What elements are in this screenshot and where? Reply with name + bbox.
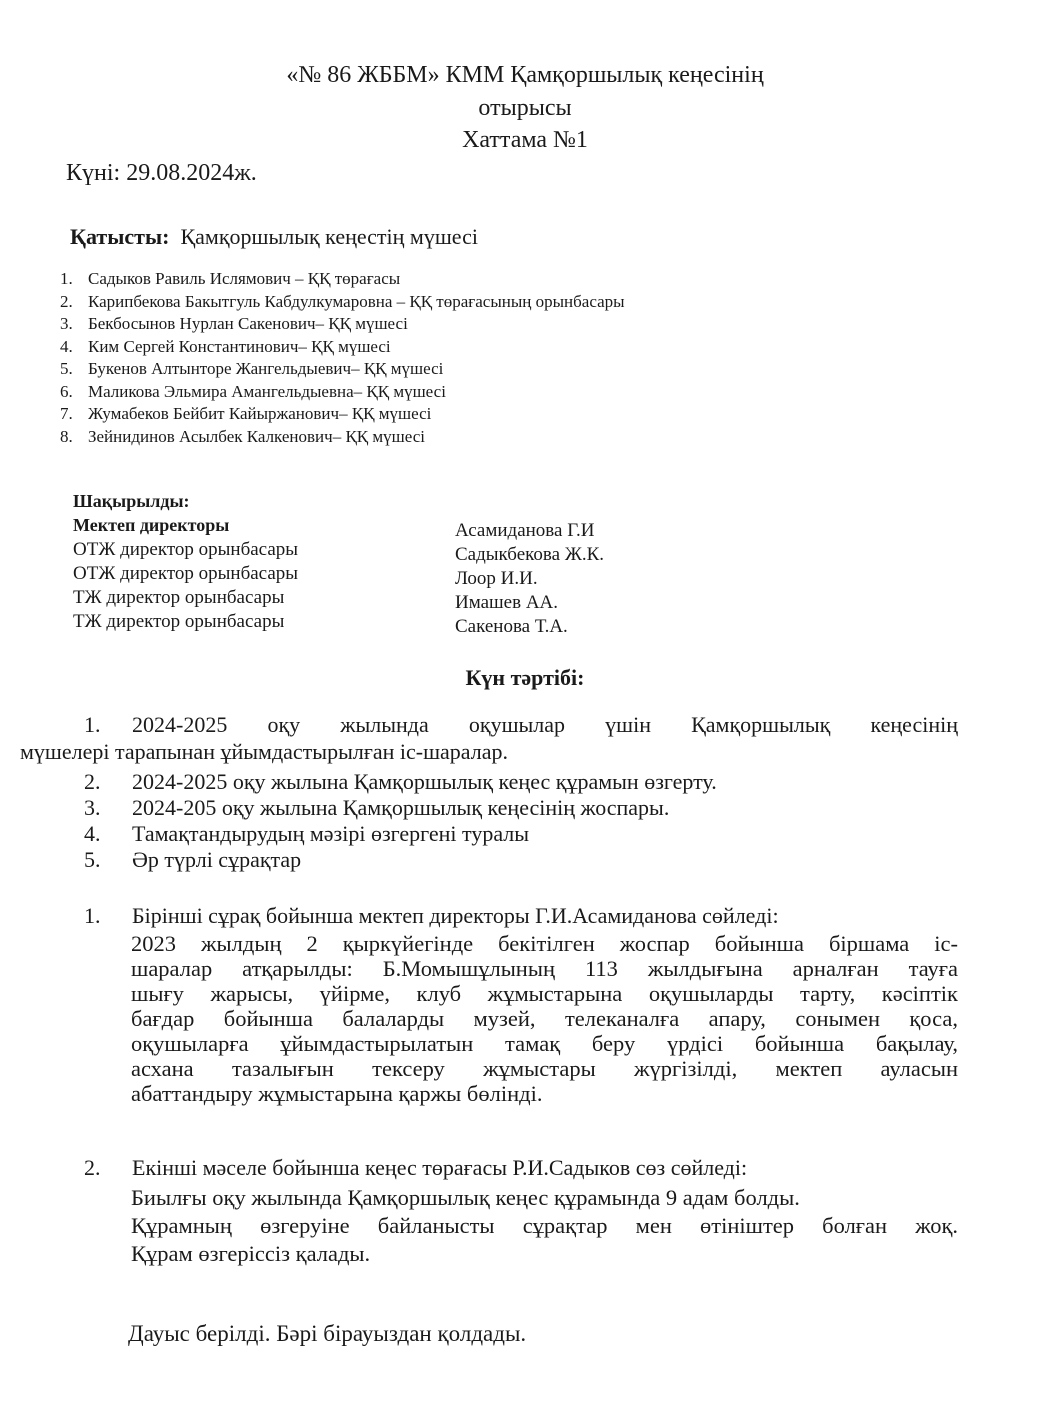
agenda-item xyxy=(84,712,960,738)
member-text: Бекбосынов Нурлан Сакенович– ҚҚ мүшесі xyxy=(88,314,408,333)
member-text: Ким Сергей Константинович– ҚҚ мүшесі xyxy=(88,336,391,356)
member-text: Зейнидинов Асылбек Калкенович– ҚҚ мүшесі xyxy=(88,426,425,446)
invited-role: ОТЖ директор орынбасары xyxy=(73,539,299,560)
member-item xyxy=(60,268,625,291)
member-text: Букенов Алтынторе Жангельдыевич– ҚҚ мүшесі xyxy=(88,359,444,378)
member-item xyxy=(60,426,625,449)
attended-line xyxy=(70,224,478,250)
agenda-text: 2024-2025 оқу жылына Қамқоршылық кеңес құрамын өзгерту. xyxy=(132,769,717,794)
discussion-line: Құрам өзгеріссіз қалады. xyxy=(131,1241,371,1266)
discussion-line: асхана тазалығын тексеру жұмыстары жүргізілді, мектеп ауласын xyxy=(131,1056,958,1081)
member-item xyxy=(60,381,625,404)
agenda-text-line1: 2024-2025 оқу жылында оқушылар үшін Қамқоршылық кеңесінің xyxy=(132,712,958,737)
agenda-title: Күн тәртібі: xyxy=(465,665,585,690)
invited-role: ТЖ директор орынбасары xyxy=(73,611,285,632)
discussion-line: шығу жарысы, үйірме, клуб жұмыстарына оқушыларды тарту, кәсіптік xyxy=(131,981,958,1006)
discussion-number: 1. xyxy=(84,903,101,928)
discussion-body xyxy=(131,931,958,1106)
discussion-intro: Бірінші сұрақ бойынша мектеп директоры Г.И.Асамиданова сөйледі: xyxy=(132,903,779,928)
agenda-text-line2: мүшелері тарапынан ұйымдастырылған іс-шаралар. xyxy=(20,739,508,764)
member-item xyxy=(60,291,625,314)
document-title-line2: отырысы xyxy=(478,95,572,121)
member-number: 2. xyxy=(60,291,73,311)
agenda-item xyxy=(84,795,669,821)
member-text: Карипбекова Бакытгуль Кабдулкумаровна – ҚҚ төрағасының орынбасары xyxy=(88,291,625,311)
discussion-intro: Екінші мәселе бойынша кеңес төрағасы Р.И.Садыков сөз сөйледі: xyxy=(132,1155,748,1180)
member-number: 6. xyxy=(60,381,73,401)
discussion-line: оқушыларға ұйымдастырылатын тамақ беру үрдісі бойынша бақылау, xyxy=(131,1031,958,1056)
attended-label: Қатысты: xyxy=(70,224,170,249)
member-number: 8. xyxy=(60,426,73,446)
member-number: 7. xyxy=(60,404,73,423)
agenda-number: 3. xyxy=(84,795,101,820)
discussion-line: Биылғы оқу жылында Қамқоршылық кеңес құрамында 9 адам болды. xyxy=(131,1185,800,1210)
agenda-text: 2024-205 оқу жылына Қамқоршылық кеңесінің жоспары. xyxy=(132,795,670,820)
attended-text: Қамқоршылық кеңестің мүшесі xyxy=(180,224,478,249)
agenda-item xyxy=(84,821,529,847)
discussion-line: шаралар атқарылды: Б.Момышұлының 113 жылдығына арналған тауға xyxy=(131,956,958,981)
discussion-line: 2023 жылдың 2 қыркүйегінде бекітілген жоспар бойынша біршама іс- xyxy=(131,931,958,956)
invited-role: Мектеп директоры xyxy=(73,515,230,535)
member-text: Садыков Равиль Ислямович – ҚҚ төрағасы xyxy=(88,269,401,288)
invited-name: Лоор И.И. xyxy=(455,568,538,589)
invited-name: Асамиданова Г.И xyxy=(455,520,595,541)
member-number: 3. xyxy=(60,314,73,333)
member-text: Маликова Эльмира Амангельдыевна– ҚҚ мүшесі xyxy=(88,381,446,401)
agenda-number: 4. xyxy=(84,821,101,846)
agenda-text: Әр түрлі сұрақтар xyxy=(132,847,302,872)
members-list xyxy=(60,268,625,448)
protocol-number: Хаттама №1 xyxy=(462,127,588,153)
invited-name: Садыкбекова Ж.К. xyxy=(455,544,605,565)
agenda-item xyxy=(84,769,717,795)
invited-label: Шақырылды: xyxy=(73,491,190,511)
discussion-number: 2. xyxy=(84,1155,101,1180)
discussion-line: абаттандыру жұмыстарына қаржы бөлінді. xyxy=(131,1081,543,1106)
discussion-item xyxy=(84,1155,747,1181)
member-number: 1. xyxy=(60,269,73,288)
member-item xyxy=(60,358,625,381)
member-number: 4. xyxy=(60,336,73,356)
agenda-text: Тамақтандырудың мәзірі өзгергені туралы xyxy=(132,821,530,846)
agenda-number: 5. xyxy=(84,847,101,872)
meeting-date: Күні: 29.08.2024ж. xyxy=(66,160,257,186)
invited-name: Имашев АА. xyxy=(455,592,559,613)
invited-role: ТЖ директор орынбасары xyxy=(73,587,285,608)
member-text: Жумабеков Бейбит Кайыржанович– ҚҚ мүшесі xyxy=(88,404,432,423)
member-item xyxy=(60,313,625,336)
invited-role: ОТЖ директор орынбасары xyxy=(73,563,299,584)
discussion-body xyxy=(131,1184,958,1268)
discussion-line: Құрамның өзгеруіне байланысты сұрақтар мен өтініштер болған жоқ. xyxy=(131,1213,958,1238)
member-item xyxy=(60,336,625,359)
agenda-item xyxy=(84,847,301,873)
member-number: 5. xyxy=(60,359,73,378)
agenda-number: 1. xyxy=(84,712,101,737)
document-title-line1: «№ 86 ЖББМ» КММ Қамқоршылық кеңесінің xyxy=(286,62,764,88)
discussion-line: бағдар бойынша балаларды музей, телеканалға апару, сонымен қоса, xyxy=(131,1006,958,1031)
member-item xyxy=(60,403,625,426)
discussion-item xyxy=(84,903,779,929)
agenda-number: 2. xyxy=(84,769,101,794)
vote-result: Дауыс берілді. Бәрі бірауыздан қолдады. xyxy=(128,1321,527,1346)
invited-name: Сакенова Т.А. xyxy=(455,616,568,637)
